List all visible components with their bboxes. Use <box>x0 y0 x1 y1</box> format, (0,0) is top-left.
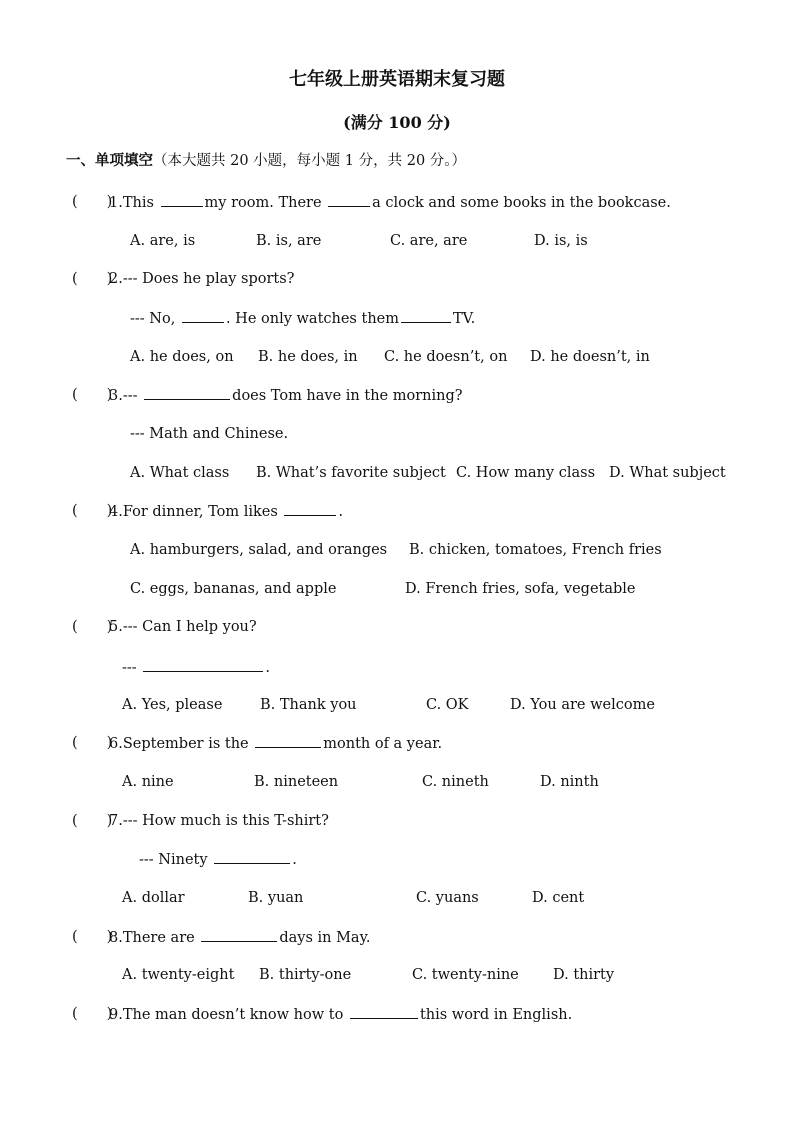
question-text: does Tom have in the morning? <box>232 388 463 404</box>
fill-blank[interactable] <box>182 308 224 323</box>
question-text: For dinner, Tom likes <box>122 504 283 520</box>
fill-blank[interactable] <box>401 308 451 323</box>
question-5-reply <box>122 657 270 678</box>
answer-bracket[interactable]: ( ) <box>72 387 113 403</box>
option-b[interactable]: B. chicken, tomatoes, French fries <box>409 542 662 558</box>
question-number: 6. <box>109 736 123 752</box>
option-b[interactable]: B. What’s favorite subject <box>256 465 446 481</box>
question-text: --- How much is this T-shirt? <box>122 813 329 829</box>
question-1 <box>109 192 671 213</box>
option-c[interactable]: C. yuans <box>416 890 479 906</box>
answer-bracket[interactable]: ( ) <box>72 503 113 519</box>
option-a[interactable]: A. he does, on <box>130 349 234 365</box>
option-a[interactable]: A. dollar <box>122 890 185 906</box>
question-text: --- Does he play sports? <box>122 271 295 287</box>
answer-bracket[interactable]: ( ) <box>72 271 113 287</box>
question-text: . <box>338 504 344 520</box>
option-c[interactable]: C. eggs, bananas, and apple <box>130 581 337 597</box>
question-text: This <box>122 195 159 211</box>
option-d[interactable]: D. You are welcome <box>510 697 655 713</box>
question-6 <box>109 733 442 754</box>
question-7 <box>109 811 329 831</box>
question-text: . He only watches them <box>225 311 399 327</box>
question-text: --- Ninety <box>139 852 213 868</box>
question-number: 7. <box>109 813 123 829</box>
question-text: this word in English. <box>419 1007 573 1023</box>
option-b[interactable]: B. Thank you <box>260 697 357 713</box>
fill-blank[interactable] <box>201 927 277 942</box>
question-text: my room. There <box>204 195 327 211</box>
answer-bracket[interactable]: ( ) <box>72 1006 113 1022</box>
question-text: There are <box>122 930 200 946</box>
fill-blank[interactable] <box>144 385 230 400</box>
option-c[interactable]: C. OK <box>426 697 469 713</box>
option-c[interactable]: C. are, are <box>390 233 468 249</box>
option-a[interactable]: A. twenty-eight <box>122 967 235 983</box>
question-number: 4. <box>109 504 123 520</box>
question-9 <box>109 1004 572 1025</box>
option-b[interactable]: B. he does, in <box>258 349 358 365</box>
fill-blank[interactable] <box>143 657 263 672</box>
question-text: TV. <box>452 311 476 327</box>
question-3-reply <box>130 424 288 444</box>
question-number: 1. <box>109 195 123 211</box>
option-c[interactable]: C. twenty-nine <box>412 967 519 983</box>
fill-blank[interactable] <box>214 849 290 864</box>
question-text: month of a year. <box>323 736 443 752</box>
question-number: 8. <box>109 930 123 946</box>
question-8 <box>109 927 370 948</box>
question-text: a clock and some books in the bookcase. <box>372 195 671 211</box>
question-number: 3. <box>109 388 123 404</box>
question-number: 5. <box>109 619 123 635</box>
question-text: days in May. <box>279 930 371 946</box>
question-text: September is the <box>122 736 254 752</box>
option-a[interactable]: A. hamburgers, salad, and oranges <box>130 542 388 558</box>
question-text: --- No, <box>130 311 180 327</box>
option-d[interactable]: D. is, is <box>534 233 588 249</box>
option-d[interactable]: D. cent <box>532 890 585 906</box>
question-2 <box>109 269 294 289</box>
option-a[interactable]: A. Yes, please <box>122 697 223 713</box>
question-4 <box>109 501 343 522</box>
question-3 <box>109 385 463 406</box>
fill-blank[interactable] <box>284 501 336 516</box>
page-title: 七年级上册英语期末复习题 <box>289 69 505 90</box>
question-text: The man doesn’t know how to <box>122 1007 348 1023</box>
option-d[interactable]: D. What subject <box>609 465 726 481</box>
question-text: . <box>292 852 297 868</box>
question-2-reply <box>130 308 475 329</box>
fill-blank[interactable] <box>255 733 321 748</box>
option-d[interactable]: D. French fries, sofa, vegetable <box>405 581 636 597</box>
question-text: --- Can I help you? <box>122 619 257 635</box>
section-note: （本大题共 20 小题，每小题 1 分，共 20 分。） <box>153 153 467 169</box>
option-b[interactable]: B. yuan <box>248 890 304 906</box>
option-c[interactable]: C. How many class <box>456 465 596 481</box>
question-5 <box>109 617 257 637</box>
option-a[interactable]: A. are, is <box>130 233 196 249</box>
answer-bracket[interactable]: ( ) <box>72 929 113 945</box>
section-title: 一、单项填空 <box>66 153 153 169</box>
question-text: --- <box>122 660 142 676</box>
question-number: 9. <box>109 1007 123 1023</box>
fill-blank[interactable] <box>161 192 203 207</box>
question-number: 2. <box>109 271 123 287</box>
option-c[interactable]: C. he doesn’t, on <box>384 349 508 365</box>
section-heading <box>66 151 466 171</box>
page-subtitle: (满分 100 分) <box>343 113 451 132</box>
question-text: --- <box>122 388 143 404</box>
option-d[interactable]: D. ninth <box>540 774 599 790</box>
answer-bracket[interactable]: ( ) <box>72 735 113 751</box>
fill-blank[interactable] <box>350 1004 418 1019</box>
question-text: --- Math and Chinese. <box>130 426 289 442</box>
option-c[interactable]: C. nineth <box>422 774 489 790</box>
answer-bracket[interactable]: ( ) <box>72 619 113 635</box>
fill-blank[interactable] <box>328 192 370 207</box>
question-7-reply <box>139 849 297 870</box>
option-b[interactable]: B. is, are <box>256 233 322 249</box>
answer-bracket[interactable]: ( ) <box>72 194 113 210</box>
option-b[interactable]: B. thirty-one <box>259 967 352 983</box>
question-text: . <box>265 660 270 676</box>
option-a[interactable]: A. What class <box>130 465 230 481</box>
option-b[interactable]: B. nineteen <box>254 774 339 790</box>
answer-bracket[interactable]: ( ) <box>72 813 113 829</box>
option-d[interactable]: D. thirty <box>553 967 615 983</box>
option-a[interactable]: A. nine <box>122 774 174 790</box>
option-d[interactable]: D. he doesn’t, in <box>530 349 650 365</box>
